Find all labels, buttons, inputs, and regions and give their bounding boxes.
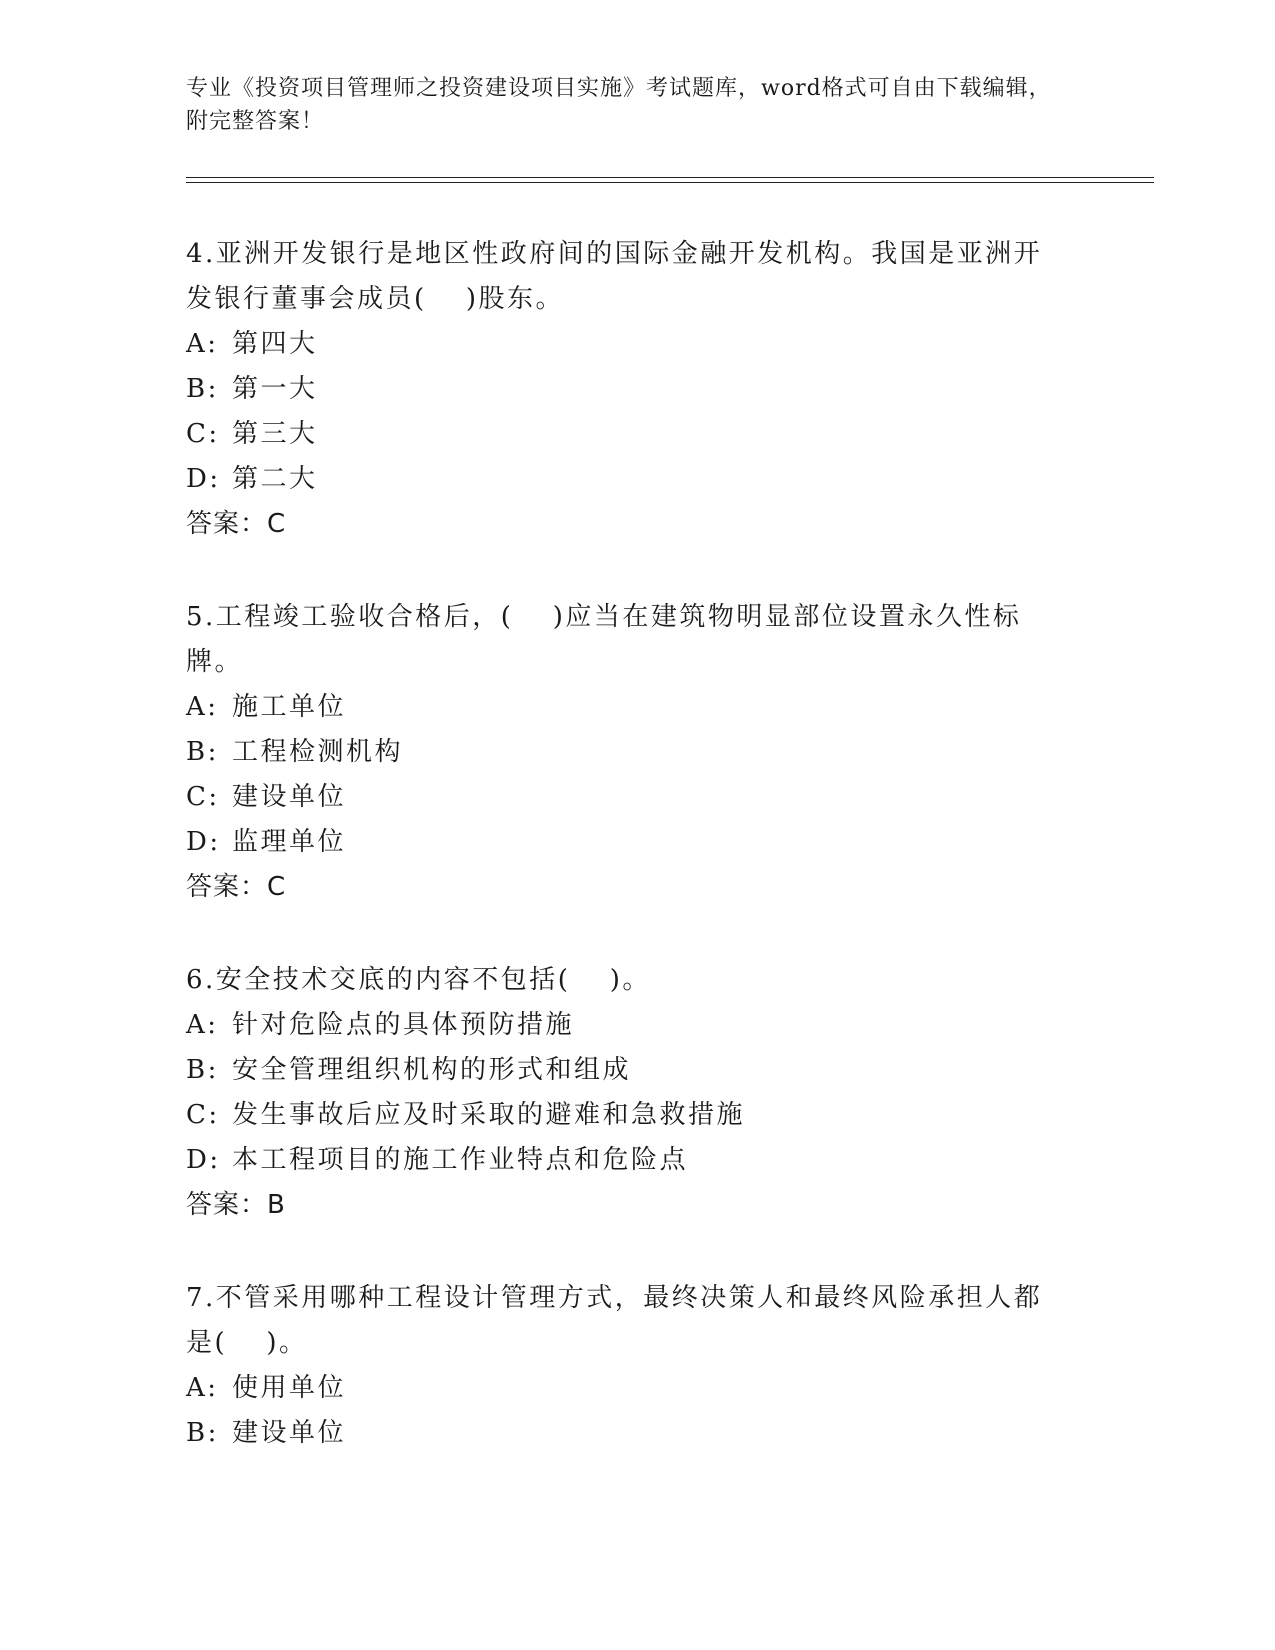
option-letter: C:: [186, 1100, 220, 1130]
option-text: 工程检测机构: [232, 737, 404, 767]
option-text: 第三大: [232, 419, 318, 449]
answer-line: 答案：C: [186, 509, 287, 539]
option-letter: D:: [186, 1145, 221, 1175]
option-letter: A:: [186, 329, 219, 359]
option-letter: A:: [186, 1010, 219, 1040]
option-letter: C:: [186, 419, 220, 449]
option-text: 第一大: [232, 374, 318, 404]
option-text: 针对危险点的具体预防措施: [232, 1010, 575, 1040]
option-b: [186, 367, 1086, 412]
question-5: [186, 595, 1086, 910]
question-7: [186, 1276, 1086, 1456]
option-text: 第二大: [232, 464, 318, 494]
option-b: [186, 730, 1086, 775]
option-text: 发生事故后应及时采取的避难和急救措施: [232, 1100, 746, 1130]
option-text: 安全管理组织机构的形式和组成: [232, 1055, 632, 1085]
option-letter: A:: [186, 692, 219, 722]
option-text: 建设单位: [232, 1418, 347, 1448]
option-c: [186, 1093, 1086, 1138]
option-letter: D:: [186, 464, 221, 494]
option-text: 本工程项目的施工作业特点和危险点: [232, 1145, 689, 1175]
option-c: [186, 412, 1086, 457]
option-letter: B:: [186, 737, 219, 767]
question-stem: 7.不管采用哪种工程设计管理方式，最终决策人和最终风险承担人都是( )。: [186, 1283, 1043, 1358]
question-6: [186, 958, 1086, 1228]
option-b: [186, 1048, 1086, 1093]
option-c: [186, 775, 1086, 820]
option-a: [186, 322, 1086, 367]
question-4: [186, 232, 1086, 547]
option-d: [186, 457, 1086, 502]
document-header: 专业《投资项目管理师之投资建设项目实施》考试题库，word格式可自由下载编辑，附完整答案！: [186, 76, 1052, 134]
question-stem: 6.安全技术交底的内容不包括( )。: [186, 965, 651, 995]
question-stem: 5.工程竣工验收合格后，( )应当在建筑物明显部位设置永久性标牌。: [186, 602, 1022, 677]
option-text: 施工单位: [232, 692, 347, 722]
header-divider-bottom: [186, 182, 1154, 183]
option-letter: B:: [186, 1418, 219, 1448]
answer-line: 答案：C: [186, 872, 287, 902]
option-letter: B:: [186, 374, 219, 404]
answer-line: 答案：B: [186, 1190, 286, 1220]
option-letter: D:: [186, 827, 221, 857]
option-letter: C:: [186, 782, 220, 812]
option-b: [186, 1411, 1086, 1456]
option-a: [186, 685, 1086, 730]
option-d: [186, 1138, 1086, 1183]
option-text: 使用单位: [232, 1373, 347, 1403]
option-letter: B:: [186, 1055, 219, 1085]
option-a: [186, 1003, 1086, 1048]
option-text: 建设单位: [232, 782, 347, 812]
option-d: [186, 820, 1086, 865]
option-text: 监理单位: [232, 827, 347, 857]
option-a: [186, 1366, 1086, 1411]
option-letter: A:: [186, 1373, 219, 1403]
question-stem: 4.亚洲开发银行是地区性政府间的国际金融开发机构。我国是亚洲开发银行董事会成员( )股东。: [186, 239, 1043, 314]
header-divider-top: [186, 177, 1154, 178]
option-text: 第四大: [232, 329, 318, 359]
